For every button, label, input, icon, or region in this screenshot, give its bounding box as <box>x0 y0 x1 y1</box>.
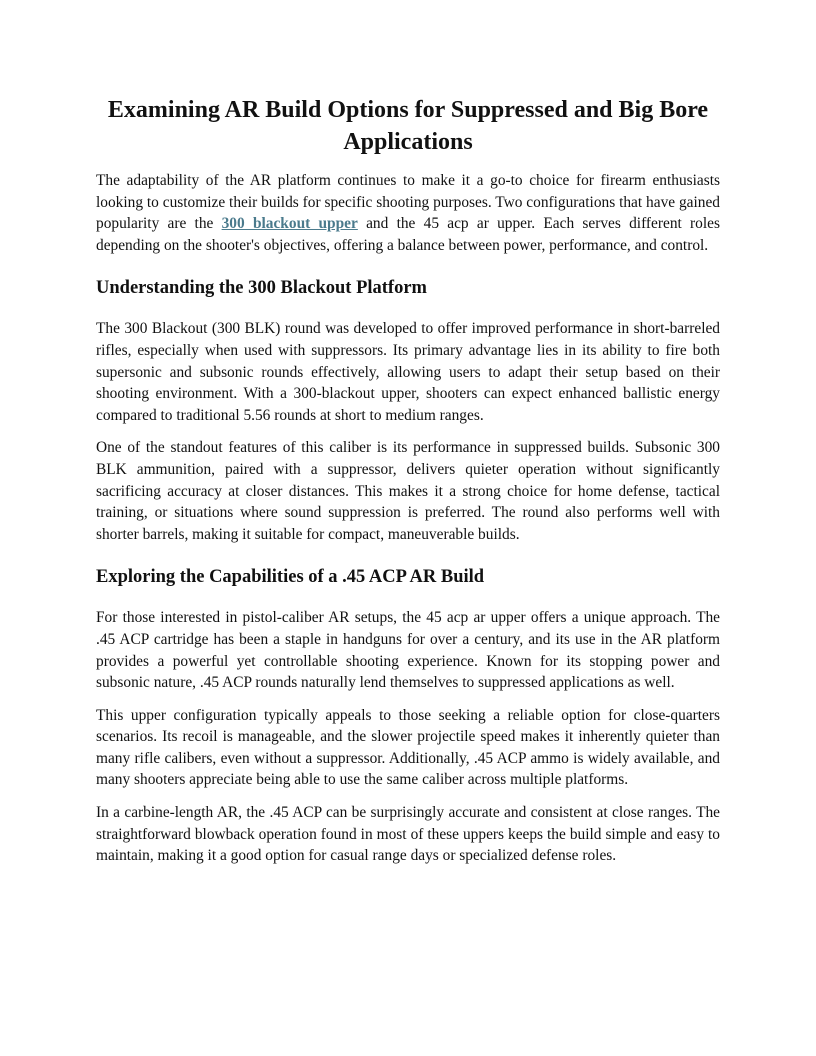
paragraph: One of the standout features of this caliber is its performance in suppressed builds. Subsonic 300 BLK ammunition, paired with a suppressor, delivers quieter operation without significantly sacrificing accuracy at closer distances. This makes it a strong choice for home defense, tactical training, or situations where sound suppression is preferred. The round also performs well with shorter barrels, making it suitable for compact, maneuverable builds. <box>96 439 720 543</box>
section-heading: Exploring the Capabilities of a .45 ACP AR Build <box>96 567 485 588</box>
300-blackout-upper-link[interactable]: 300 blackout upper <box>221 215 358 233</box>
paragraph: In a carbine-length AR, the .45 ACP can be surprisingly accurate and consistent at close ranges. The straightforward blowback operation found in most of these uppers keeps the build simple and easy to maintain, making it a good option for casual range days or specialized defense roles. <box>96 804 720 865</box>
intro-text-end: and the 45 acp ar upper. Each serves different roles depending on the shooter's objectives, offering a balance between power, performance, and control. <box>96 215 720 254</box>
intro-paragraph <box>96 170 720 256</box>
page-title: Examining AR Build Options for Suppressed and Big Bore Applications <box>107 97 709 155</box>
paragraph: For those interested in pistol-caliber AR setups, the 45 acp ar upper offers a unique approach. The .45 ACP cartridge has been a staple in handguns for over a century, and its use in the AR platform provides a powerful yet controllable shooting experience. Known for its stopping power and subsonic nature, .45 ACP rounds naturally lend themselves to suppressed applications as well. <box>96 609 720 692</box>
intro-text: The adaptability of the AR platform continues to make it a go-to choice for firearm enthusiasts looking to customize their builds for specific shooting purposes. Two configurations that have gained popularity are the <box>96 172 720 233</box>
article <box>96 94 720 878</box>
section-heading: Understanding the 300 Blackout Platform <box>96 278 427 299</box>
paragraph: The 300 Blackout (300 BLK) round was developed to offer improved performance in short-barreled rifles, especially when used with suppressors. Its primary advantage lies in its ability to fire both supersonic and subsonic rounds effectively, allowing users to adapt their setup based on their shooting environment. With a 300-blackout upper, shooters can expect enhanced ballistic energy compared to traditional 5.56 rounds at short to medium ranges. <box>96 320 720 424</box>
paragraph: This upper configuration typically appeals to those seeking a reliable option for close-quarters scenarios. Its recoil is manageable, and the slower projectile speed makes it inherently quieter than many rifle calibers, even without a suppressor. Additionally, .45 ACP ammo is widely available, and many shooters appreciate being able to use the same caliber across multiple platforms. <box>96 706 720 789</box>
